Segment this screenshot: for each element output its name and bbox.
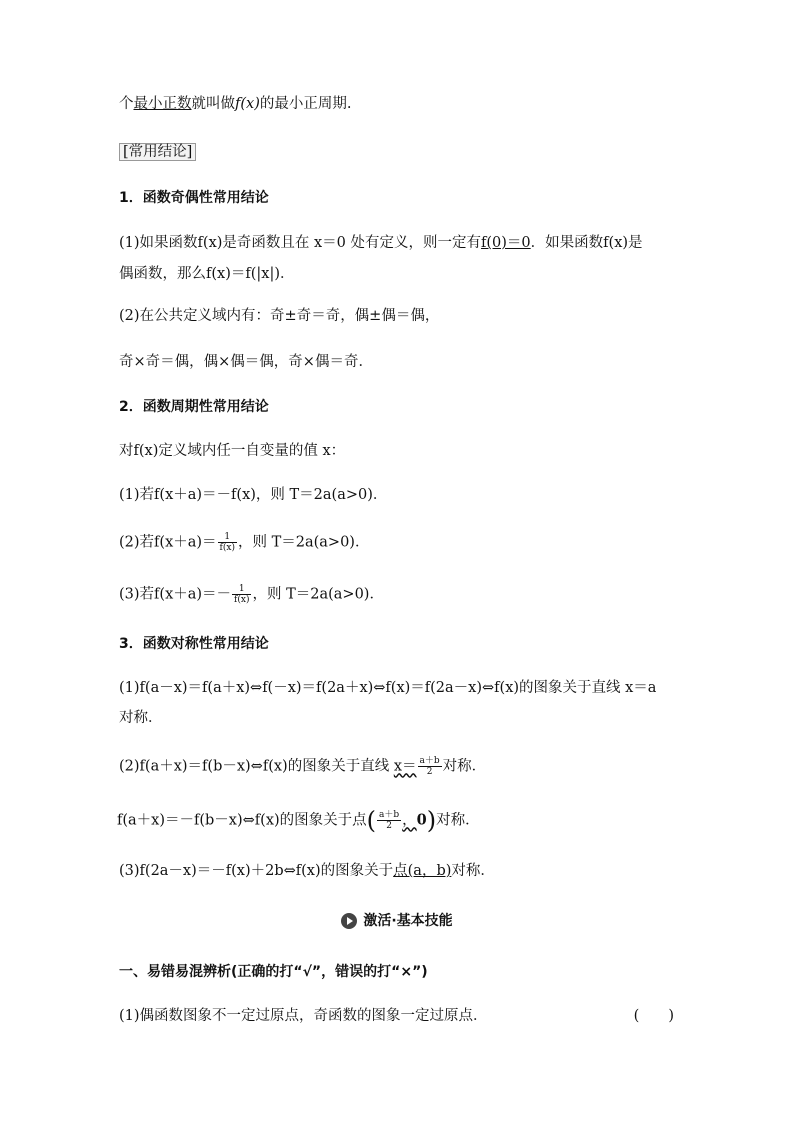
denominator: 2 (426, 767, 433, 777)
text-line (119, 756, 486, 777)
text: 对称． (451, 863, 495, 879)
underlined-text: f(0)＝0 (481, 235, 531, 251)
denominator: f(x) (219, 543, 235, 553)
text-line (119, 584, 384, 605)
left-paren: ( (366, 806, 377, 835)
section-banner (0, 910, 794, 930)
text: f(x) (235, 96, 260, 112)
text-line: 对称． (119, 710, 163, 726)
text-line (119, 532, 369, 553)
section-tag (119, 142, 196, 162)
exercise-text: (1)偶函数图象不一定过原点，奇函数的图象一定过原点． (119, 1008, 488, 1024)
section-heading: 1．函数奇偶性常用结论 (119, 190, 269, 206)
tag-label: [常用结论] (119, 143, 196, 161)
text: 个 (119, 96, 134, 112)
denominator: f(x) (234, 595, 250, 605)
text-line (119, 861, 495, 881)
text: (2)f(a＋x)＝f(b－x)⇔f(x)的图象关于直线 (119, 758, 394, 775)
numerator: a＋b (419, 756, 440, 766)
text-line: 对f(x)定义域内任一自变量的值 x： (119, 443, 346, 459)
text: 0 (416, 811, 427, 829)
text: f(a＋x)＝－f(b－x)⇔f(x)的图象关于点 (117, 812, 367, 829)
play-icon (341, 913, 357, 929)
numerator: 1 (232, 584, 251, 595)
text: ，则 T＝2a(a>0)． (237, 534, 370, 551)
text: (2)若f(x＋a)＝ (119, 534, 217, 551)
fraction (218, 532, 237, 553)
denominator: 2 (386, 821, 392, 831)
text: ．如果函数f(x)是 (530, 235, 643, 251)
fraction (418, 756, 442, 777)
underlined-text: 最小正数 (133, 96, 192, 112)
text-line (117, 806, 480, 835)
wavy-underlined-text: x＝ (393, 758, 417, 775)
text: (3)f(2a－x)＝－f(x)＋2b⇔f(x)的图象关于 (119, 863, 394, 879)
text-line: 偶函数，那么f(x)＝f(|x|)． (119, 266, 295, 282)
text: ， (402, 812, 417, 829)
text: ，则 T＝2a(a>0)． (252, 586, 384, 603)
answer-blank: ( ) (633, 1008, 674, 1024)
exercise-item (119, 1006, 674, 1026)
text-line: 奇×奇＝偶，偶×偶＝偶，奇×偶＝奇． (119, 354, 373, 370)
numerator: 1 (218, 532, 237, 543)
exercise-heading: 一、易错易混辨析(正确的打“√”，错误的打“×”) (119, 964, 428, 980)
text: (1)如果函数f(x)是奇函数且在 x＝0 处有定义，则一定有 (119, 235, 482, 251)
text-line: (1)若f(x＋a)＝－f(x)，则 T＝2a(a>0)． (119, 487, 388, 503)
banner-title: 激活·基本技能 (363, 913, 453, 929)
text: 对称． (442, 758, 487, 775)
fraction (232, 584, 251, 605)
right-paren: ) (426, 806, 437, 835)
text-line: (2)在公共定义域内有：奇±奇＝奇，偶±偶＝偶， (119, 308, 440, 324)
text: (3)若f(x＋a)＝－ (119, 586, 232, 603)
text: 对称． (436, 812, 480, 829)
text: 的最小正周期. (259, 96, 352, 112)
section-heading: 2．函数周期性常用结论 (119, 399, 269, 415)
numerator: a＋b (379, 810, 400, 820)
text-line (119, 94, 351, 114)
text: 就叫做 (191, 96, 235, 112)
fraction (377, 810, 401, 831)
text-line (119, 233, 643, 253)
text-line: (1)f(a－x)＝f(a＋x)⇔f(－x)＝f(2a＋x)⇔f(x)＝f(2a－x)⇔f(x)的图象关于直线 x＝a (119, 680, 657, 696)
underlined-text: 点(a，b) (393, 863, 452, 879)
section-heading: 3．函数对称性常用结论 (119, 636, 269, 652)
